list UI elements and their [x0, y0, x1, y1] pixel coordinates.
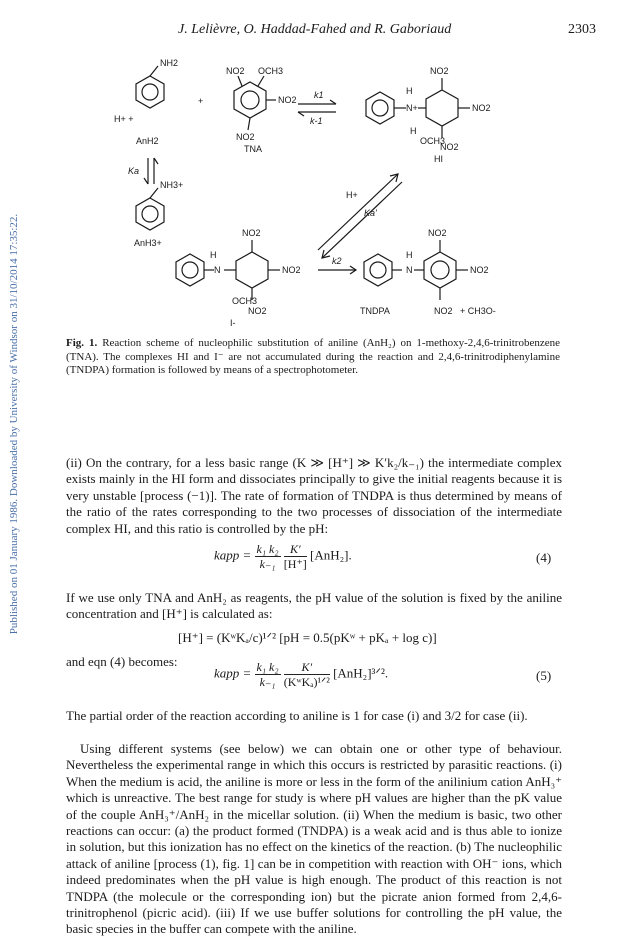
eq4-rhs: [AnH₂].: [310, 547, 352, 563]
label-tna-no2-a: NO2: [226, 66, 245, 76]
running-header: [0, 22, 624, 42]
label-hplus: H+ +: [114, 114, 134, 124]
eq5-lhs: kapp =: [214, 665, 252, 681]
paragraph-systems: Using different systems (see below) we can obtain one or other type of behaviour. Nevertheless the experimental range in which this occurs is restricted by parasitic reactions. (i) When the medium is acid, the aniline is more or less in the form of the anilinium cation AnH₃⁺ which is unreactive. The best range for study is where pH values are higher than the pK value of the couple AnH₃⁺/AnH₂ in the micellar solution. (ii) When the medium is basic, two other reactions can occur: (a) the product formed (TNDPA) is a weak acid and is thus able to ionize in solution, but this ionization has no effect on the kinetics of the reaction. (b) The nucleophilic attack of aniline [process (1), fig. 1] can be in competition with reaction with OH⁻ ions, which indeed predominates when the pH value is high enough. The product of this reaction is not TNDPA (the molecule or the corresponding ion) but the picrate anion formed from 2,4,6-trinitrophenol (picric acid). (iii) If we use buffer solutions for controlling the pH value, the basic species in the buffer can compete with the aniline.: [66, 741, 562, 937]
label-tndpa-no2-bottom: NO2: [434, 306, 453, 316]
label-k2: k2: [332, 256, 342, 266]
eq5-rhs: [AnH₂]³ᐟ².: [333, 665, 389, 681]
tndpa-phenyl-ring: [364, 254, 392, 286]
label-i-no2-right: NO2: [282, 265, 301, 275]
aniline-ring: [136, 76, 164, 108]
anilinium-ring: [136, 198, 164, 230]
label-i-no2-top: NO2: [242, 228, 261, 238]
label-hplus2: H+: [346, 190, 358, 200]
caption-label: Fig. 1.: [66, 337, 98, 349]
reaction-scheme: [80, 58, 580, 328]
eq4-den1: k₋₁: [259, 557, 276, 571]
label-hi-h: H: [406, 86, 413, 96]
label-kaprime: Ka': [364, 208, 377, 218]
label-plus: +: [198, 96, 204, 106]
label-km1: k-1: [310, 116, 323, 126]
eq4-den2: [H⁺]: [283, 557, 307, 571]
label-hi-no2-right: NO2: [472, 103, 491, 113]
paragraph-ii: (ii) On the contrary, for a less basic range (K ≫ [H⁺] ≫ K′k₂/k₋₁) the intermediate complex exists mainly in the HI form and dissociates principally to give the initial reagents because it is very unstable [process (−1)]. The rate of formation of TNDPA is thus determined by means of the ratio of the rates corresponding to the two processes of dissociation of the intermediate complex HI, and this ratio is controlled by the pH:: [66, 455, 562, 536]
label-hi-no2-top: NO2: [430, 66, 449, 76]
label-i-n: N: [214, 265, 221, 275]
label-hi: HI: [434, 154, 443, 164]
equation-h-plus: [H⁺] = (KʷKₐ/c)¹ᐟ² [pH = 0.5(pKʷ + pKₐ + log c)]: [178, 630, 437, 645]
eq4-num2: K′: [284, 542, 307, 557]
label-hi-h2: H: [410, 126, 417, 136]
label-hi-och3: OCH3: [420, 136, 446, 146]
eq4-num1: k₁ k₂: [256, 542, 279, 556]
label-i: I-: [230, 318, 236, 328]
label-tndpa-methoxide: + CH3O-: [460, 306, 496, 316]
label-tndpa-n: N: [406, 265, 413, 275]
reaction-scheme-figure: [80, 58, 580, 328]
caption-text: Reaction scheme of nucleophilic substitution of aniline (AnH₂) on 1-methoxy-2,4,6-trinitrobenzene (TNA). The complexes HI and I⁻ are not accumulated during the reaction and 2,4,6-trinitrodiphenylamine (TNDPA) formation is followed by means of a spectrophotometer.: [66, 337, 560, 377]
label-i-no2-bottom: NO2: [248, 306, 267, 316]
hi-cyclohexadienyl-ring: [426, 90, 458, 126]
eq5-den1: k₋₁: [259, 675, 276, 689]
label-k1: k1: [314, 90, 324, 100]
label-tna-no2-c: NO2: [236, 132, 255, 142]
download-notice-text: Published on 01 January 1986. Downloaded by University of Windsor on 31/10/2014 17:35:22.: [8, 213, 20, 635]
label-tndpa-no2-right: NO2: [470, 265, 489, 275]
label-i-h: H: [210, 250, 217, 260]
eq5-den2: (KʷKₐ)¹ᐟ²: [283, 675, 330, 689]
paragraph-partial-order: The partial order of the reaction according to aniline is 1 for case (i) and 3/2 for case (ii).: [66, 708, 528, 723]
hi-phenyl-ring: [366, 92, 394, 124]
label-hi-nplus: N+: [406, 103, 418, 113]
label-tndpa: TNDPA: [360, 306, 390, 316]
download-notice: [4, 0, 20, 912]
label-nh3plus: NH3+: [160, 180, 184, 190]
label-nh2: NH2: [160, 58, 179, 68]
label-anh2: AnH2: [136, 136, 159, 146]
equation-4: [214, 542, 352, 571]
tndpa-nitro-ring: [424, 252, 456, 288]
label-tna: TNA: [244, 144, 262, 154]
label-ka: Ka: [128, 166, 140, 176]
paragraph-eqn-becomes: and eqn (4) becomes:: [66, 654, 178, 669]
eq5-num2: K′: [284, 660, 330, 675]
label-hi-no2-bottom: NO2: [440, 142, 459, 152]
equation-4-number: (4): [536, 550, 552, 565]
label-tndpa-no2-top: NO2: [428, 228, 447, 238]
paragraph-reagents: If we use only TNA and AnH₂ as reagents, the pH value of the solution is fixed by the aniline concentration and [H⁺] is calculated as:: [66, 590, 562, 622]
i-cyclohexadienyl-ring: [236, 252, 268, 288]
tna-ring: [234, 82, 266, 118]
page-number: 2303: [568, 22, 596, 37]
label-tna-no2-b: NO2: [278, 95, 297, 105]
figure-caption: [66, 337, 560, 378]
label-tndpa-h: H: [406, 250, 413, 260]
header-authors: J. Lelièvre, O. Haddad-Fahed and R. Gaboriaud: [178, 22, 452, 37]
label-anh3plus: AnH3+: [134, 238, 162, 248]
label-tna-och3: OCH3: [258, 66, 284, 76]
i-phenyl-ring: [176, 254, 204, 286]
label-i-och3: OCH3: [232, 296, 258, 306]
equation-5-number: (5): [536, 668, 552, 683]
eq4-lhs: kapp =: [214, 547, 252, 563]
eq5-num1: k₁ k₂: [256, 660, 279, 674]
equation-5: [214, 660, 388, 689]
